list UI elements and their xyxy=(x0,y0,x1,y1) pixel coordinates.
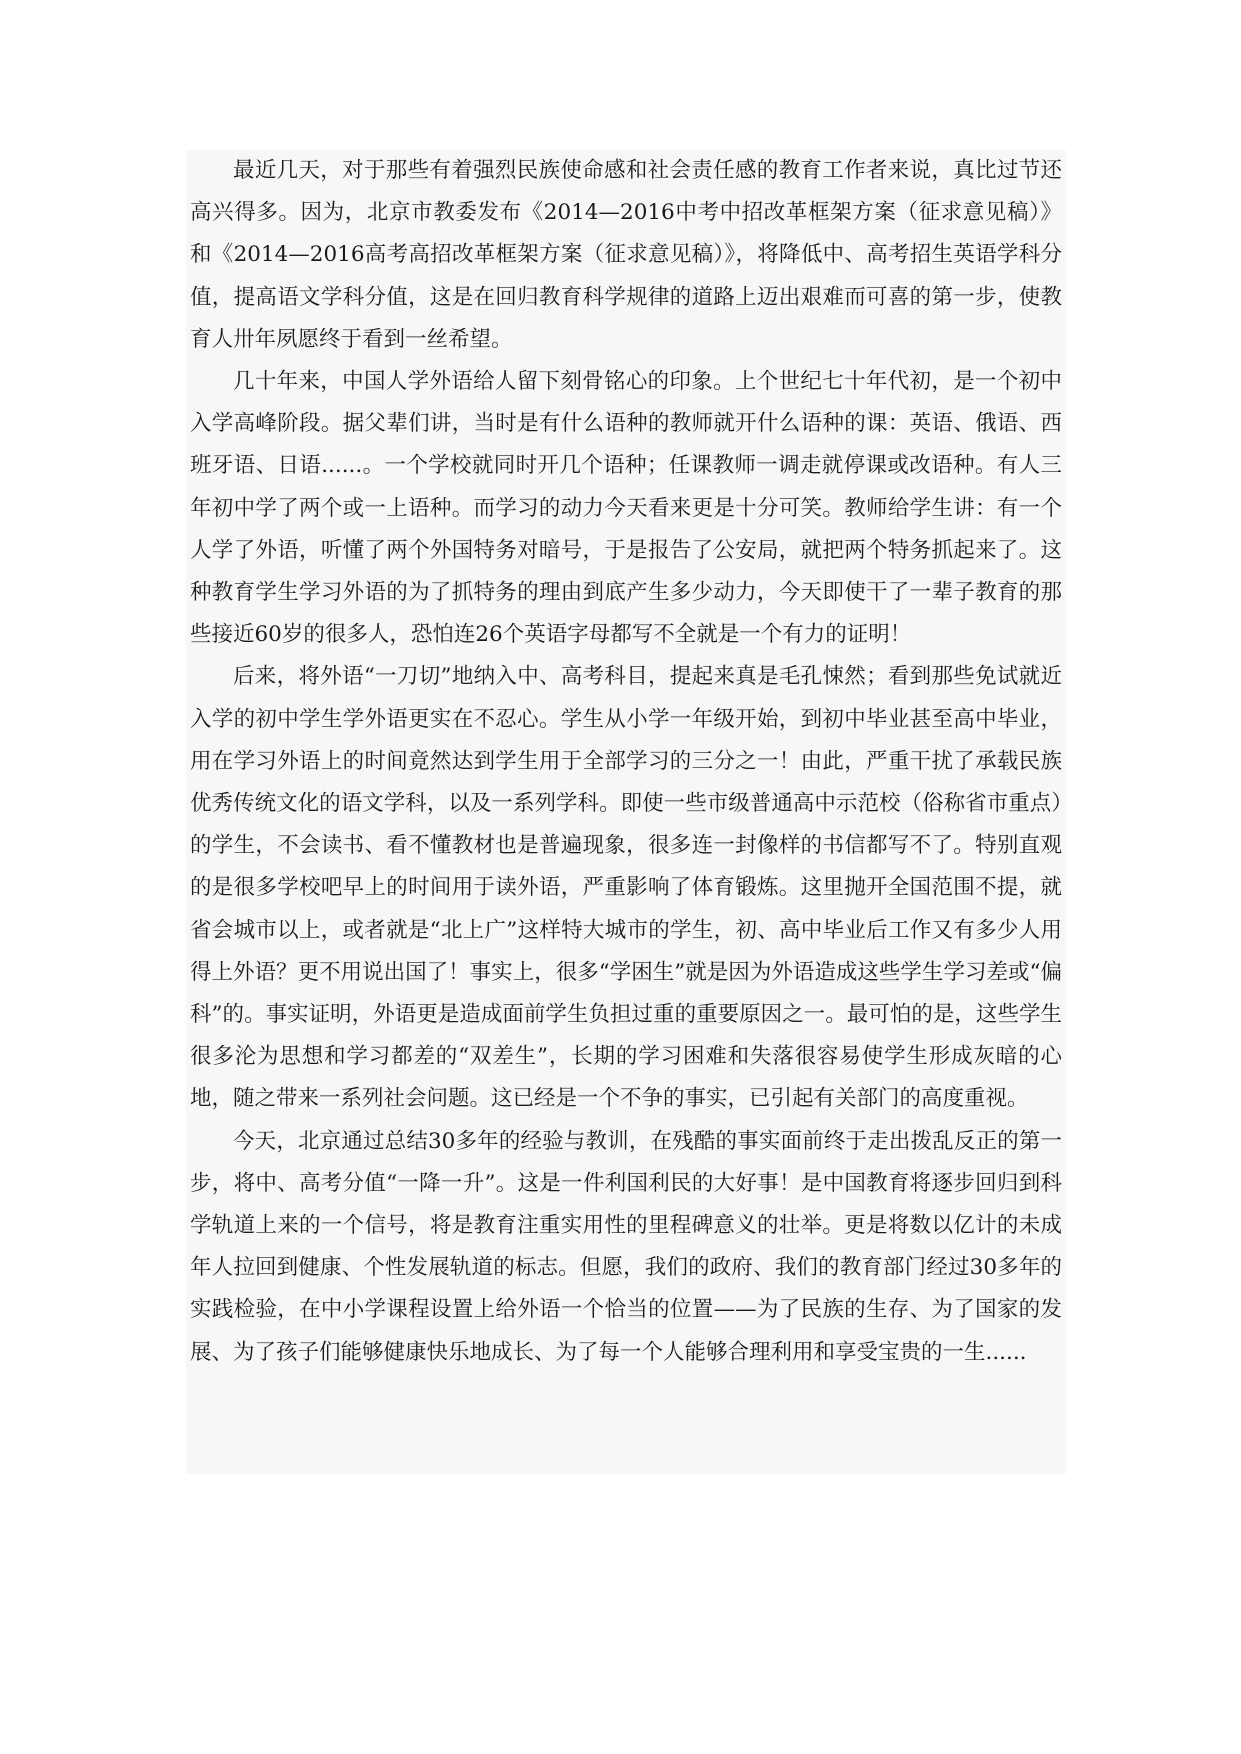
article-paragraph: 今天，北京通过总结30多年的经验与教训，在残酷的事实面前终于走出拨乱反正的第一步，将中、高考分值“一降一升”。这是一件利国利民的大好事！是中国教育将逐步回归到科学轨道上来的一个信号，将是教育注重实用性的里程碑意义的壮举。更是将数以亿计的未成年人拉回到健康、个性发展轨道的标志。但愿，我们的政府、我们的教育部门经过30多年的实践检验，在中小学课程设置上给外语一个恰当的位置——为了民族的生存、为了国家的发展、为了孩子们能够健康快乐地成长、为了每一个人能够合理利用和享受宝贵的一生...... xyxy=(190,1128,1062,1365)
article-paragraph: 后来，将外语“一刀切”地纳入中、高考科目，提起来真是毛孔悚然；看到那些免试就近入学的初中学生学外语更实在不忍心。学生从小学一年级开始，到初中毕业甚至高中毕业，用在学习外语上的时间竟然达到学生用于全部学习的三分之一！由此，严重干扰了承载民族优秀传统文化的语文学科，以及一系列学科。即使一些市级普通高中示范校（俗称省市重点）的学生，不会读书、看不懂教材也是普遍现象，很多连一封像样的书信都写不了。特别直观的是很多学校吧早上的时间用于读外语，严重影响了体育锻炼。这里抛开全国范围不提，就省会城市以上，或者就是“北上广”这样特大城市的学生，初、高中毕业后工作又有多少人用得上外语？更不用说出国了！事实上，很多“学困生”就是因为外语造成这些学生学习差或“偏科”的。事实证明，外语更是造成面前学生负担过重的重要原因之一。最可怕的是，这些学生很多沦为思想和学习都差的“双差生”，长期的学习困难和失落很容易使学生形成灰暗的心地，随之带来一系列社会问题。这已经是一个不争的事实，已引起有关部门的高度重视。 xyxy=(190,664,1062,1112)
article-paragraph: 最近几天，对于那些有着强烈民族使命感和社会责任感的教育工作者来说，真比过节还高兴得多。因为，北京市教委发布《2014—2016中考中招改革框架方案（征求意见稿）》和《2014—2016高考高招改革框架方案（征求意见稿）》，将降低中、高考招生英语学科分值，提高语文学科分值，这是在回归教育科学规律的道路上迈出艰难而可喜的第一步，使教育人卅年夙愿终于看到一丝希望。 xyxy=(190,158,1062,352)
article-paragraph: 几十年来，中国人学外语给人留下刻骨铭心的印象。上个世纪七十年代初，是一个初中入学高峰阶段。据父辈们讲，当时是有什么语种的教师就开什么语种的课：英语、俄语、西班牙语、日语......。一个学校就同时开几个语种；任课教师一调走就停课或改语种。有人三年初中学了两个或一上语种。而学习的动力今天看来更是十分可笑。教师给学生讲：有一个人学了外语，听懂了两个外国特务对暗号，于是报告了公安局，就把两个特务抓起来了。这种教育学生学习外语的为了抓特务的理由到底产生多少动力，今天即使干了一辈子教育的那些接近60岁的很多人，恐怕连26个英语字母都写不全就是一个有力的证明！ xyxy=(190,369,1062,648)
article-body xyxy=(186,150,1066,1474)
